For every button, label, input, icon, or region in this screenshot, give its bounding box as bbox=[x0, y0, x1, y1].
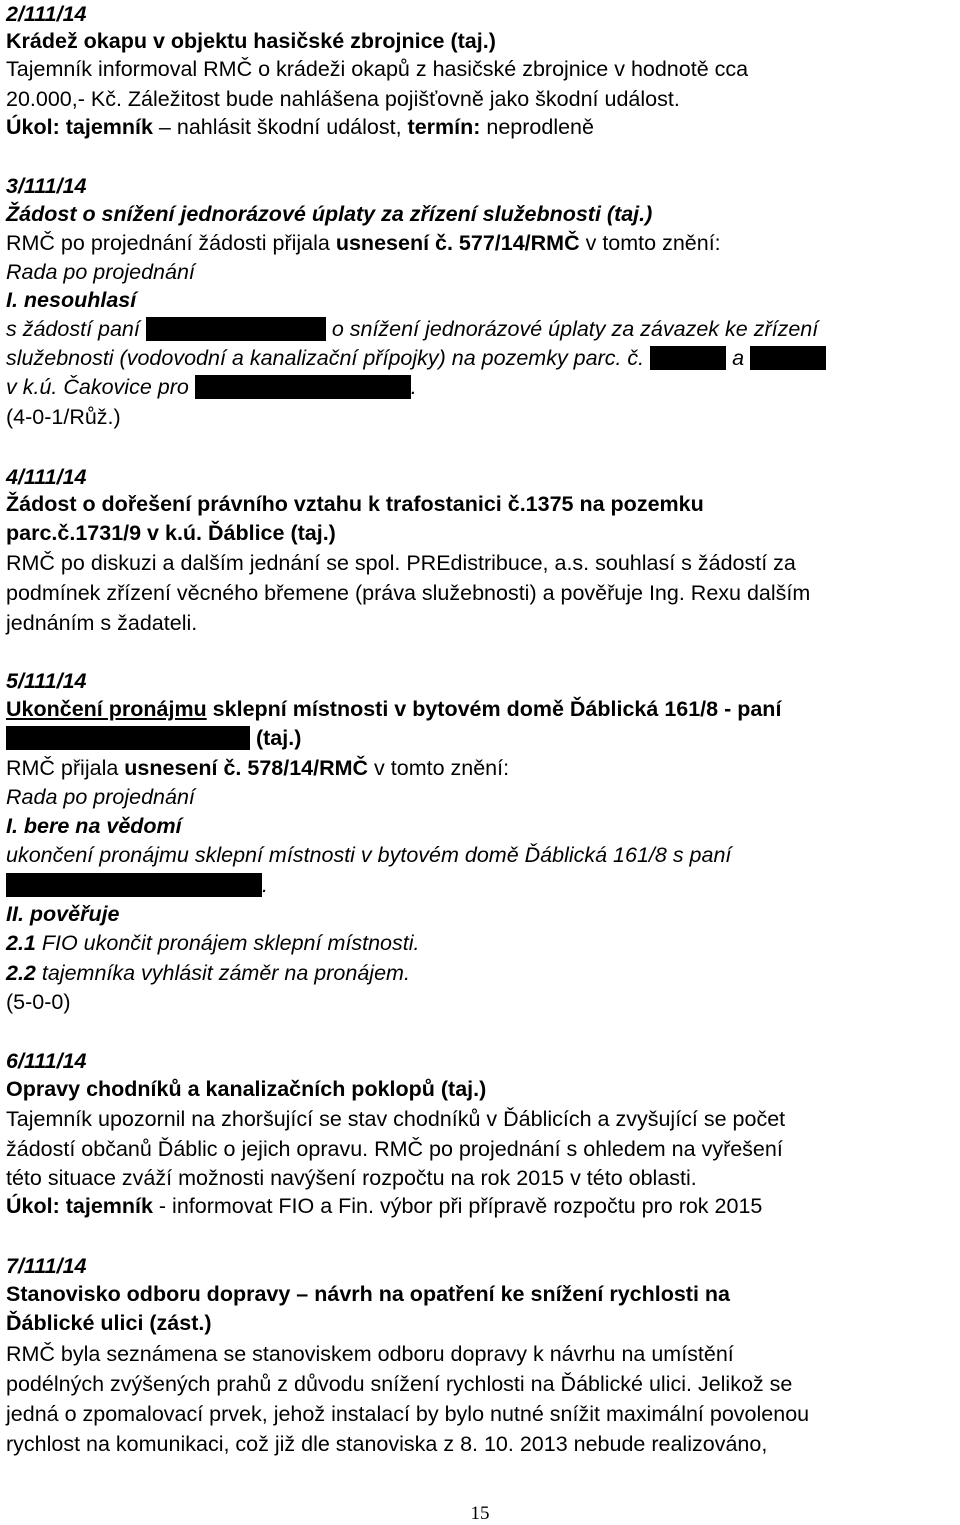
resolution-text-line bbox=[6, 871, 268, 900]
redaction-block bbox=[195, 375, 411, 399]
deadline-label: termín: bbox=[407, 115, 481, 139]
resolution-subpoint bbox=[6, 959, 410, 988]
text-fragment: o snížení jednorázové úplaty za závazek ke zřízení bbox=[325, 317, 819, 341]
resolution-text-line: ukončení pronájmu sklepní místnosti v bytovém domě Ďáblická 161/8 s paní bbox=[6, 843, 732, 867]
item-body-line: této situace zváží možnosti navýšení rozpočtu na rok 2015 v této oblasti. bbox=[6, 1166, 697, 1190]
item-number: 3/111/14 bbox=[6, 174, 87, 198]
resolution-text-line bbox=[6, 344, 826, 373]
resolution-intro: Rada po projednání bbox=[6, 260, 195, 284]
redaction-block bbox=[146, 317, 326, 341]
redaction-block bbox=[6, 873, 262, 897]
vote-result: (5-0-0) bbox=[6, 990, 71, 1014]
task-label: Úkol: tajemník bbox=[6, 115, 153, 139]
item-title-line: Žádost o dořešení právního vztahu k trafostanici č.1375 na pozemku bbox=[6, 492, 704, 516]
item-title: Krádež okapu v objektu hasičské zbrojnice (taj.) bbox=[6, 29, 496, 53]
text-fragment: . bbox=[262, 873, 268, 897]
item-title-line: Stanovisko odboru dopravy – návrh na opatření ke snížení rychlosti na bbox=[6, 1282, 731, 1306]
task-label: Úkol: tajemník bbox=[6, 1194, 153, 1218]
resolution-decision: I. bere na vědomí bbox=[6, 814, 182, 838]
resolution-number: usnesení č. 577/14/RMČ bbox=[335, 231, 580, 255]
resolution-decision: I. nesouhlasí bbox=[6, 288, 137, 312]
item-number: 2/111/14 bbox=[6, 2, 87, 26]
item-title: Opravy chodníků a kanalizačních poklopů (taj.) bbox=[6, 1077, 487, 1101]
resolution-line bbox=[6, 229, 721, 258]
subpoint-number: 2.1 bbox=[6, 931, 36, 955]
task-text: – nahlásit škodní událost, bbox=[152, 115, 408, 139]
redaction-block bbox=[6, 726, 250, 750]
vote-result: (4-0-1/Růž.) bbox=[6, 405, 121, 429]
item-number: 7/111/14 bbox=[6, 1254, 87, 1278]
resolution-pre: RMČ po projednání žádosti přijala bbox=[6, 231, 336, 255]
item-body-line: jednáním s žadateli. bbox=[6, 611, 198, 635]
item-body-line: RMČ byla seznámena se stanoviskem odboru dopravy k návrhu na umístění bbox=[6, 1342, 734, 1366]
item-body-line: podmínek zřízení věcného břemene (práva služebnosti) a pověřuje Ing. Rexu dalším bbox=[6, 581, 811, 605]
resolution-post: v tomto znění: bbox=[579, 231, 721, 255]
subpoint-text: FIO ukončit pronájem sklepní místnosti. bbox=[35, 931, 420, 955]
title-rest: sklepní místnosti v bytovém domě Ďáblická 161/8 - paní bbox=[206, 697, 782, 721]
subpoint-text: tajemníka vyhlásit záměr na pronájem. bbox=[35, 961, 410, 985]
task-line bbox=[6, 113, 594, 142]
task-text: - informovat FIO a Fin. výbor při přípravě rozpočtu pro rok 2015 bbox=[152, 1194, 763, 1218]
page-number: 15 bbox=[470, 1503, 490, 1524]
task-line bbox=[6, 1192, 762, 1221]
resolution-decision: II. pověřuje bbox=[6, 902, 120, 926]
resolution-text-line bbox=[6, 315, 818, 344]
title-underlined: Ukončení pronájmu bbox=[6, 697, 207, 721]
item-number: 5/111/14 bbox=[6, 669, 87, 693]
item-body-line: rychlost na komunikaci, což již dle stanoviska z 8. 10. 2013 nebude realizováno, bbox=[6, 1432, 768, 1456]
subpoint-number: 2.2 bbox=[6, 961, 36, 985]
item-body-line: podélných zvýšených prahů z důvodu snížení rychlosti na Ďáblické ulici. Jelikož se bbox=[6, 1372, 793, 1396]
text-fragment: . bbox=[410, 375, 417, 399]
resolution-subpoint bbox=[6, 929, 419, 958]
resolution-text-line bbox=[6, 373, 417, 402]
text-fragment: s žádostí paní bbox=[6, 317, 146, 341]
redaction-block bbox=[750, 346, 826, 370]
text-fragment: a bbox=[726, 346, 751, 370]
resolution-post: v tomto znění: bbox=[368, 756, 510, 780]
item-number: 6/111/14 bbox=[6, 1049, 87, 1073]
item-title-line: Ďáblické ulici (zást.) bbox=[6, 1311, 212, 1335]
resolution-line bbox=[6, 754, 509, 783]
item-body-line: jedná o zpomalovací prvek, jehož instalací by bylo nutné snížit maximální povolenou bbox=[6, 1402, 810, 1426]
item-body-line: Tajemník upozornil na zhoršující se stav chodníků v Ďáblicích a zvyšující se počet bbox=[6, 1107, 786, 1131]
resolution-pre: RMČ přijala bbox=[6, 756, 125, 780]
deadline-text: neprodleně bbox=[480, 115, 594, 139]
item-body-line: RMČ po diskuzi a dalším jednání se spol. PREdistribuce, a.s. souhlasí s žádostí za bbox=[6, 551, 796, 575]
item-title-line bbox=[6, 724, 301, 753]
text-fragment: služebnosti (vodovodní a kanalizační přípojky) na pozemky parc. č. bbox=[6, 346, 651, 370]
item-body-line: 20.000,- Kč. Záležitost bude nahlášena pojišťovně jako škodní událost. bbox=[6, 87, 680, 111]
item-body-line: žádostí občanů Ďáblic o jejich opravu. RMČ po projednání s ohledem na vyřešení bbox=[6, 1137, 783, 1161]
item-body-line: Tajemník informoval RMČ o krádeži okapů z hasičské zbrojnice v hodnotě cca bbox=[6, 57, 749, 81]
title-fragment: (taj.) bbox=[250, 726, 302, 750]
item-title-line: parc.č.1731/9 v k.ú. Ďáblice (taj.) bbox=[6, 521, 336, 545]
item-title: Žádost o snížení jednorázové úplaty za zřízení služebnosti (taj.) bbox=[6, 202, 653, 226]
resolution-number: usnesení č. 578/14/RMČ bbox=[124, 756, 369, 780]
text-fragment: v k.ú. Čakovice pro bbox=[6, 375, 195, 399]
redaction-block bbox=[650, 346, 726, 370]
item-title-line bbox=[6, 695, 781, 724]
resolution-intro: Rada po projednání bbox=[6, 785, 195, 809]
item-number: 4/111/14 bbox=[6, 465, 87, 489]
